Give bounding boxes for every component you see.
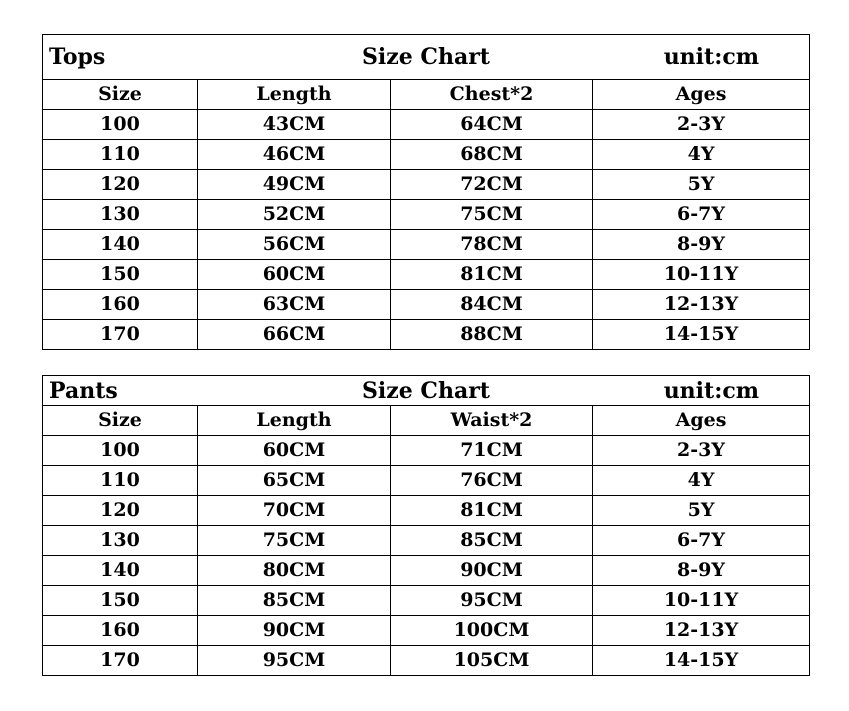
table-cell: 140 [43, 230, 198, 260]
table-cell: 52CM [198, 200, 391, 230]
tops-title-cell [43, 35, 810, 80]
pants-chart-title: Size Chart [362, 377, 490, 404]
table-cell: 49CM [198, 170, 391, 200]
table-cell: 85CM [198, 586, 391, 616]
table-row [43, 556, 810, 586]
table-row [43, 586, 810, 616]
table-row [43, 320, 810, 350]
pants-header-row [43, 406, 810, 436]
table-row [43, 290, 810, 320]
table-cell: 12-13Y [593, 290, 810, 320]
table-cell: 90CM [198, 616, 391, 646]
table-cell: 110 [43, 466, 198, 496]
table-cell: 63CM [198, 290, 391, 320]
tops-header-row [43, 80, 810, 110]
table-cell: 75CM [198, 526, 391, 556]
table-cell: 120 [43, 170, 198, 200]
table-cell: 140 [43, 556, 198, 586]
table-cell: 2-3Y [593, 110, 810, 140]
table-cell: 65CM [198, 466, 391, 496]
table-cell: 4Y [593, 140, 810, 170]
table-cell: 66CM [198, 320, 391, 350]
table-cell: 105CM [391, 646, 593, 676]
table-row [43, 140, 810, 170]
column-header: Length [198, 406, 391, 436]
pants-title-row [43, 376, 810, 406]
table-cell: 5Y [593, 170, 810, 200]
table-cell: 10-11Y [593, 586, 810, 616]
table-row [43, 436, 810, 466]
column-header: Chest*2 [391, 80, 593, 110]
table-cell: 14-15Y [593, 320, 810, 350]
tops-size-chart [42, 34, 810, 350]
table-cell: 170 [43, 646, 198, 676]
table-cell: 46CM [198, 140, 391, 170]
table-cell: 150 [43, 586, 198, 616]
table-cell: 70CM [198, 496, 391, 526]
table-cell: 43CM [198, 110, 391, 140]
pants-unit: unit:cm [663, 377, 759, 404]
table-cell: 88CM [391, 320, 593, 350]
table-cell: 81CM [391, 260, 593, 290]
column-header: Ages [593, 406, 810, 436]
table-cell: 95CM [391, 586, 593, 616]
table-cell: 2-3Y [593, 436, 810, 466]
table-cell: 130 [43, 526, 198, 556]
table-cell: 56CM [198, 230, 391, 260]
pants-label: Pants [49, 377, 118, 404]
table-cell: 110 [43, 140, 198, 170]
tops-unit: unit:cm [663, 44, 759, 70]
column-header: Size [43, 80, 198, 110]
table-cell: 160 [43, 290, 198, 320]
table-cell: 80CM [198, 556, 391, 586]
table-cell: 100 [43, 436, 198, 466]
table-row [43, 110, 810, 140]
tops-label: Tops [49, 44, 106, 70]
table-cell: 8-9Y [593, 556, 810, 586]
table-row [43, 616, 810, 646]
table-cell: 10-11Y [593, 260, 810, 290]
column-header: Ages [593, 80, 810, 110]
table-cell: 5Y [593, 496, 810, 526]
table-row [43, 526, 810, 556]
table-cell: 90CM [391, 556, 593, 586]
table-cell: 78CM [391, 230, 593, 260]
table-cell: 71CM [391, 436, 593, 466]
table-cell: 84CM [391, 290, 593, 320]
tops-chart-title: Size Chart [362, 44, 490, 70]
table-row [43, 230, 810, 260]
table-cell: 100 [43, 110, 198, 140]
pants-title-cell [43, 376, 810, 406]
table-cell: 6-7Y [593, 200, 810, 230]
column-header: Size [43, 406, 198, 436]
table-row [43, 466, 810, 496]
table-cell: 100CM [391, 616, 593, 646]
table-cell: 120 [43, 496, 198, 526]
column-header: Waist*2 [391, 406, 593, 436]
table-cell: 60CM [198, 260, 391, 290]
table-cell: 81CM [391, 496, 593, 526]
table-cell: 68CM [391, 140, 593, 170]
table-row [43, 200, 810, 230]
table-cell: 95CM [198, 646, 391, 676]
table-cell: 130 [43, 200, 198, 230]
table-cell: 75CM [391, 200, 593, 230]
table-cell: 60CM [198, 436, 391, 466]
table-cell: 170 [43, 320, 198, 350]
table-cell: 8-9Y [593, 230, 810, 260]
table-cell: 4Y [593, 466, 810, 496]
column-header: Length [198, 80, 391, 110]
table-cell: 12-13Y [593, 616, 810, 646]
table-cell: 6-7Y [593, 526, 810, 556]
table-cell: 76CM [391, 466, 593, 496]
tops-title-row [43, 35, 810, 80]
table-row [43, 646, 810, 676]
table-cell: 160 [43, 616, 198, 646]
table-cell: 72CM [391, 170, 593, 200]
table-row [43, 496, 810, 526]
pants-size-chart [42, 375, 810, 676]
table-row [43, 260, 810, 290]
table-row [43, 170, 810, 200]
table-cell: 150 [43, 260, 198, 290]
table-cell: 85CM [391, 526, 593, 556]
table-cell: 14-15Y [593, 646, 810, 676]
table-cell: 64CM [391, 110, 593, 140]
